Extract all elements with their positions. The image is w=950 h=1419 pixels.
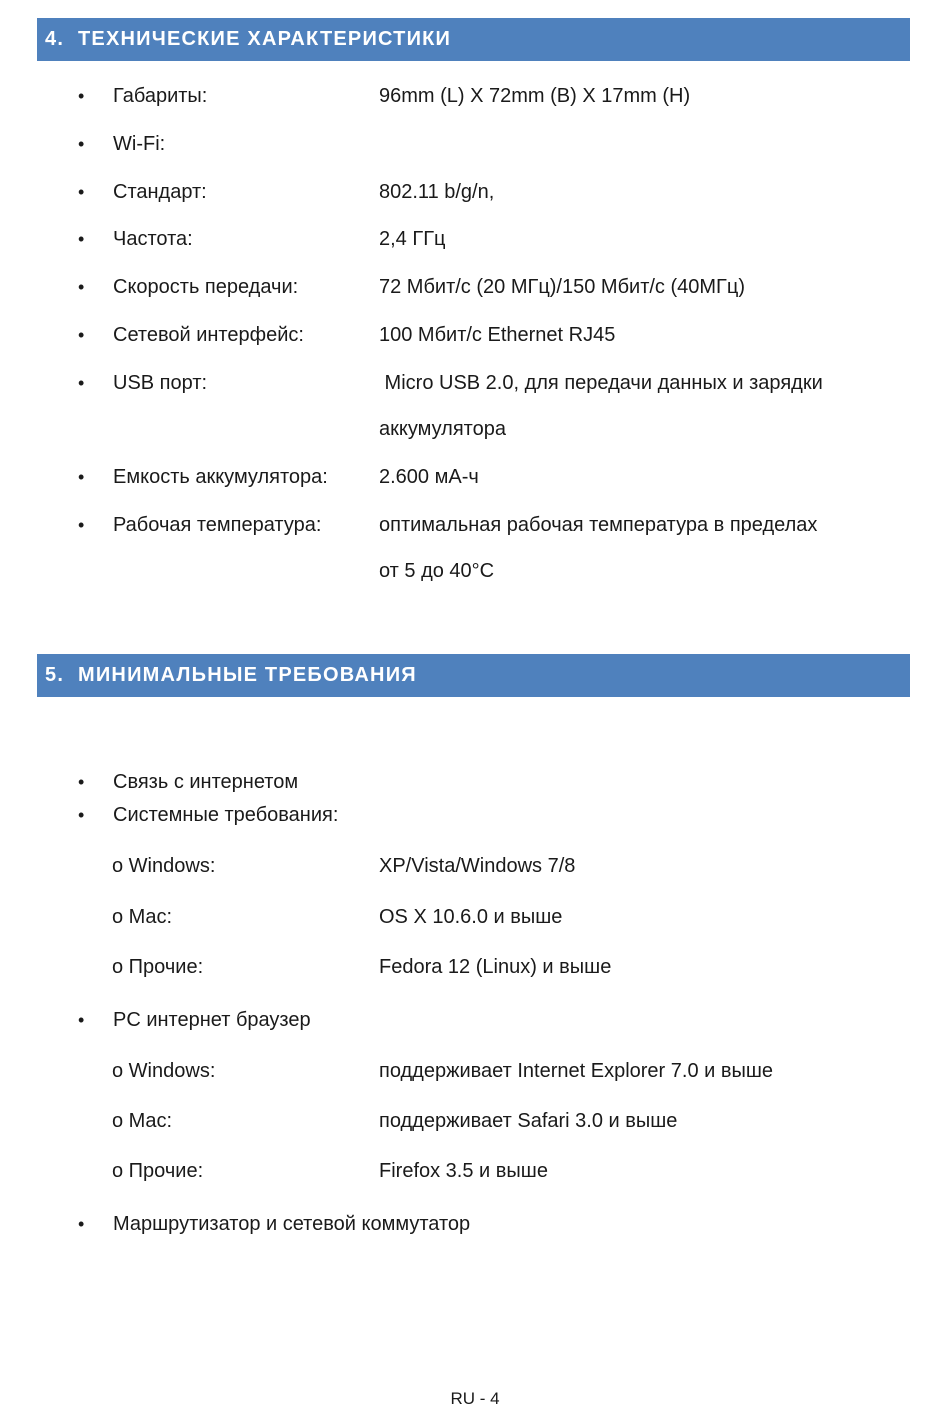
section-4-number: 4. (45, 28, 65, 50)
spec-row-wifi (0, 132, 950, 156)
req-sublabel: o Прочие: (112, 956, 204, 978)
bullet-icon: • (78, 805, 85, 825)
spec-row-standard (0, 180, 950, 204)
spec-value: оптимальная рабочая температура в пределах (379, 514, 818, 536)
req-value: OS X 10.6.0 и выше (379, 906, 563, 928)
req-label: Связь с интернетом (113, 771, 299, 793)
spec-label: Стандарт: (113, 181, 207, 203)
req-sublabel: o Прочие: (112, 1160, 204, 1182)
spec-row-battery (0, 465, 950, 489)
spec-value: Micro USB 2.0, для передачи данных и зарядки (379, 372, 823, 394)
req-subrow-system-windows (0, 854, 950, 878)
spec-label: Габариты: (113, 85, 208, 107)
req-value: Fedora 12 (Linux) и выше (379, 956, 612, 978)
bullet-icon: • (78, 182, 85, 202)
spec-value: 2,4 ГГц (379, 228, 446, 250)
req-subrow-browser-other (0, 1159, 950, 1183)
req-label: Системные требования: (113, 804, 339, 826)
spec-row-usb (0, 371, 950, 395)
bullet-icon: • (78, 1010, 85, 1030)
spec-label: Рабочая температура: (113, 514, 322, 536)
spec-label: Частота: (113, 228, 193, 250)
section-5-number: 5. (45, 664, 65, 686)
spec-label: Сетевой интерфейс: (113, 324, 304, 346)
bullet-icon: • (78, 277, 85, 297)
req-subrow-system-mac (0, 905, 950, 929)
bullet-icon: • (78, 373, 85, 393)
spec-row-speed (0, 275, 950, 299)
section-5-header (37, 654, 910, 697)
spec-value: 802.11 b/g/n, (379, 181, 495, 203)
spec-value: 2.600 мА-ч (379, 466, 479, 488)
bullet-icon: • (78, 325, 85, 345)
req-row-internet (0, 770, 950, 794)
req-row-router (0, 1212, 950, 1236)
bullet-icon: • (78, 229, 85, 249)
req-row-system (0, 803, 950, 827)
spec-row-temperature-continued (0, 559, 950, 583)
spec-value: 96mm (L) X 72mm (B) X 17mm (H) (379, 85, 691, 107)
req-sublabel: o Windows: (112, 855, 216, 877)
req-label: Маршрутизатор и сетевой коммутатор (113, 1213, 471, 1235)
spec-value-continued: аккумулятора (379, 418, 506, 440)
spec-row-frequency (0, 227, 950, 251)
req-sublabel: o Mac: (112, 1110, 173, 1132)
req-value: поддерживает Internet Explorer 7.0 и выше (379, 1060, 774, 1082)
req-sublabel: o Mac: (112, 906, 173, 928)
bullet-icon: • (78, 86, 85, 106)
spec-row-dimensions (0, 84, 950, 108)
spec-label: Скорость передачи: (113, 276, 299, 298)
req-label: PC интернет браузер (113, 1009, 311, 1031)
spec-label: USB порт: (113, 372, 208, 394)
spec-label: Емкость аккумулятора: (113, 466, 328, 488)
spec-row-usb-continued (0, 417, 950, 441)
req-row-browser (0, 1008, 950, 1032)
bullet-icon: • (78, 134, 85, 154)
req-subrow-browser-mac (0, 1109, 950, 1133)
spec-label: Wi-Fi: (113, 133, 166, 155)
spec-value: 100 Мбит/с Ethernet RJ45 (379, 324, 616, 346)
bullet-icon: • (78, 772, 85, 792)
spec-value: 72 Мбит/с (20 МГц)/150 Мбит/с (40МГц) (379, 276, 745, 298)
section-4-title: ТЕХНИЧЕСКИЕ ХАРАКТЕРИСТИКИ (78, 28, 452, 50)
section-5-title: МИНИМАЛЬНЫЕ ТРЕБОВАНИЯ (78, 664, 417, 686)
spec-row-temperature (0, 513, 950, 537)
page-number: RU - 4 (450, 1389, 500, 1408)
req-value: XP/Vista/Windows 7/8 (379, 855, 576, 877)
spec-value-continued: от 5 до 40°C (379, 560, 495, 582)
req-sublabel: o Windows: (112, 1060, 216, 1082)
bullet-icon: • (78, 515, 85, 535)
bullet-icon: • (78, 1214, 85, 1234)
req-subrow-system-other (0, 955, 950, 979)
req-subrow-browser-windows (0, 1059, 950, 1083)
section-4-header (37, 18, 910, 61)
spec-row-network-interface (0, 323, 950, 347)
req-value: поддерживает Safari 3.0 и выше (379, 1110, 678, 1132)
req-value: Firefox 3.5 и выше (379, 1160, 548, 1182)
bullet-icon: • (78, 467, 85, 487)
